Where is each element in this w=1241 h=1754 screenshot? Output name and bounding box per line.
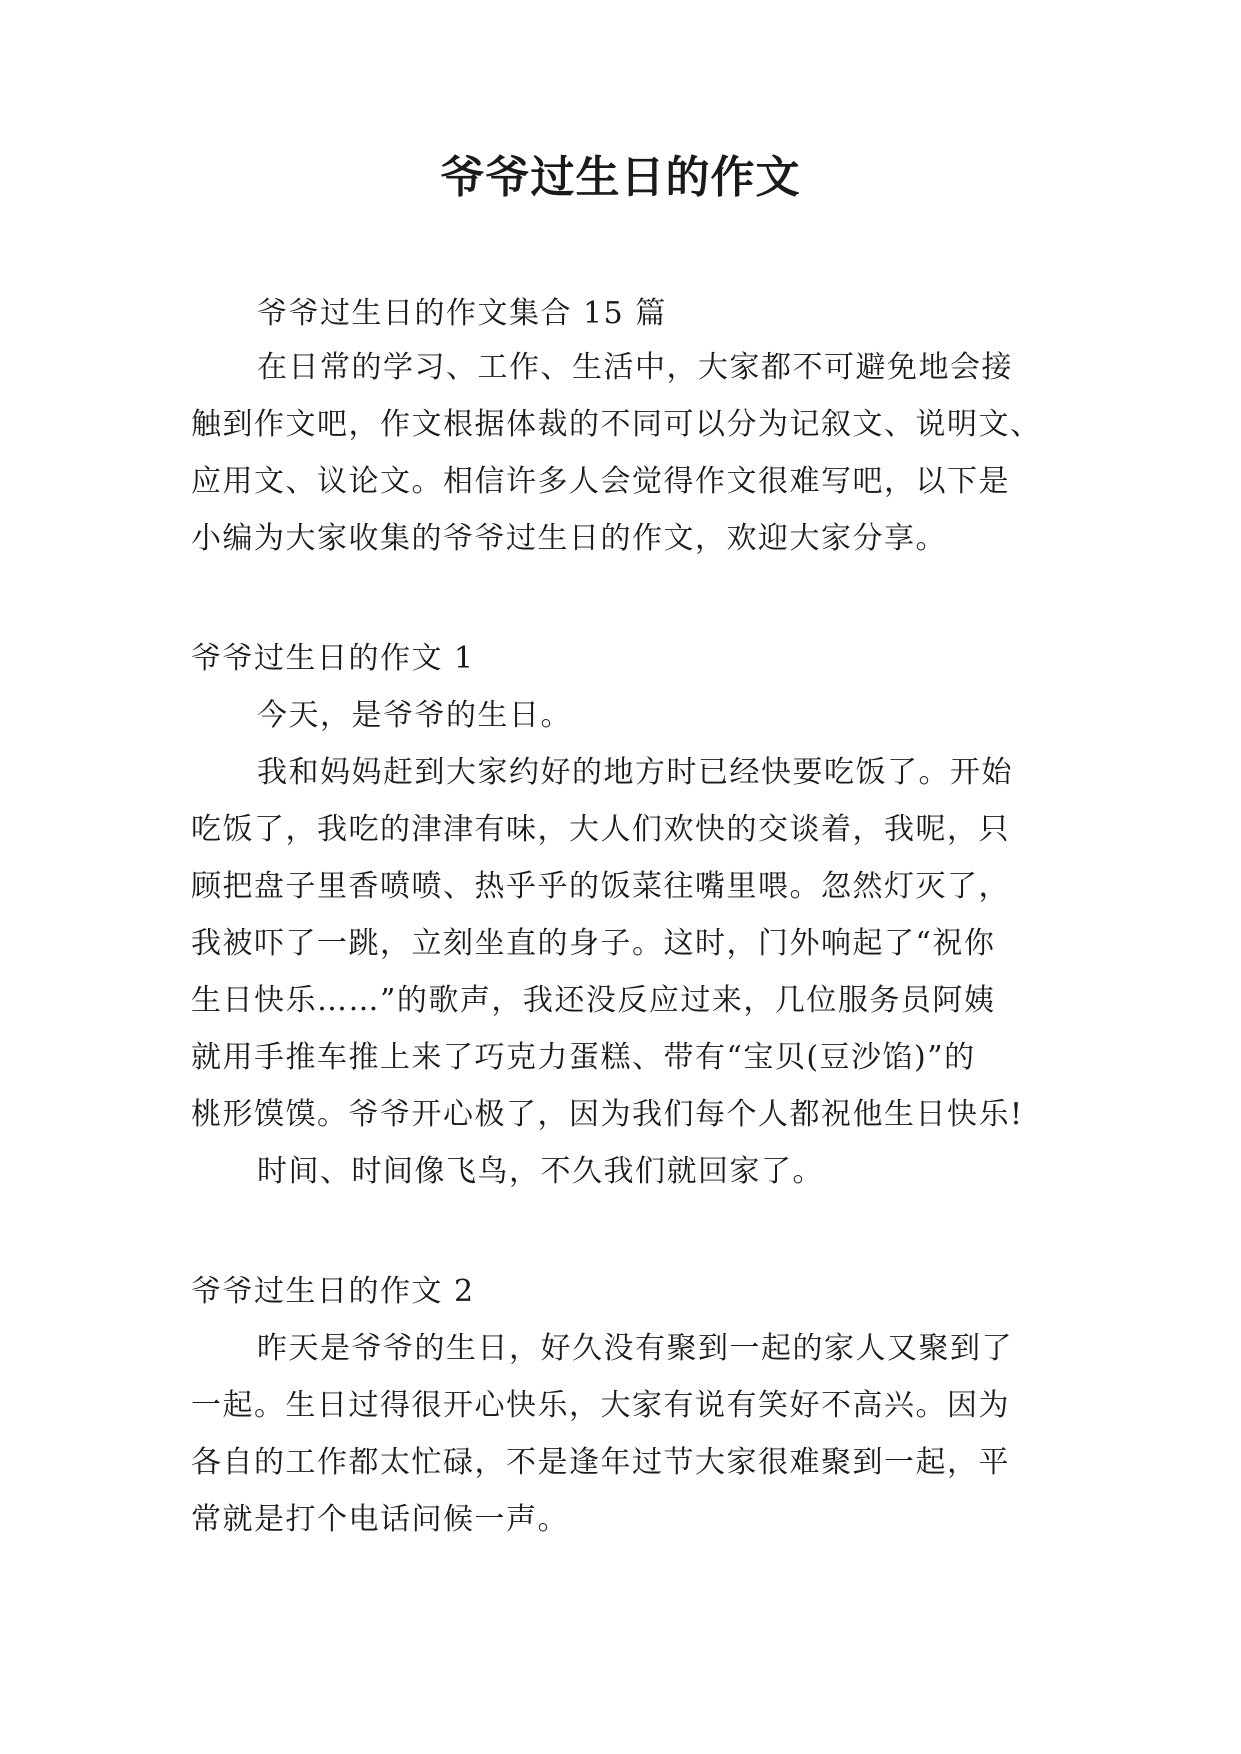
essay2-paragraph-line: 常就是打个电话问候一声。 xyxy=(191,1502,569,1537)
essay2-paragraph-line: 一起。生日过得很开心快乐，大家有说有笑好不高兴。因为 xyxy=(191,1388,1010,1423)
essay2-paragraph-line: 各自的工作都太忙碌，不是逢年过节大家很难聚到一起，平 xyxy=(191,1445,1010,1480)
essay1-paragraph-line: 我被吓了一跳，立刻坐直的身子。这时，门外响起了“祝你 xyxy=(191,926,996,961)
intro-paragraph-line: 触到作文吧，作文根据体裁的不同可以分为记叙文、说明文、 xyxy=(191,407,1042,442)
intro-paragraph-line: 小编为大家收集的爷爷过生日的作文，欢迎大家分享。 xyxy=(191,521,947,556)
essay2-heading: 爷爷过生日的作文 2 xyxy=(191,1274,475,1309)
intro-heading: 爷爷过生日的作文集合 15 篇 xyxy=(257,296,667,331)
essay1-paragraph-line: 生日快乐……”的歌声，我还没反应过来，几位服务员阿姨 xyxy=(191,983,996,1018)
essay1-paragraph-line: 桃形馍馍。爷爷开心极了，因为我们每个人都祝他生日快乐! xyxy=(191,1097,1024,1132)
essay1-paragraph-line: 顾把盘子里香喷喷、热乎乎的饭菜往嘴里喂。忽然灯灭了， xyxy=(191,869,1010,904)
essay1-paragraph-line: 时间、时间像飞鸟，不久我们就回家了。 xyxy=(257,1154,824,1189)
essay1-paragraph-line: 就用手推车推上来了巧克力蛋糕、带有“宝贝(豆沙馅)”的 xyxy=(191,1040,976,1075)
essay1-paragraph-line: 今天，是爷爷的生日。 xyxy=(257,698,572,733)
intro-paragraph-line: 应用文、议论文。相信许多人会觉得作文很难写吧，以下是 xyxy=(191,464,1010,499)
document-title: 爷爷过生日的作文 xyxy=(440,152,801,203)
essay1-heading: 爷爷过生日的作文 1 xyxy=(191,641,475,676)
essay1-paragraph-line: 我和妈妈赶到大家约好的地方时已经快要吃饭了。开始 xyxy=(257,755,1013,790)
intro-paragraph-line: 在日常的学习、工作、生活中，大家都不可避免地会接 xyxy=(257,350,1013,385)
essay1-paragraph-line: 吃饭了，我吃的津津有味，大人们欢快的交谈着，我呢，只 xyxy=(191,812,1010,847)
essay2-paragraph-line: 昨天是爷爷的生日，好久没有聚到一起的家人又聚到了 xyxy=(257,1331,1013,1366)
